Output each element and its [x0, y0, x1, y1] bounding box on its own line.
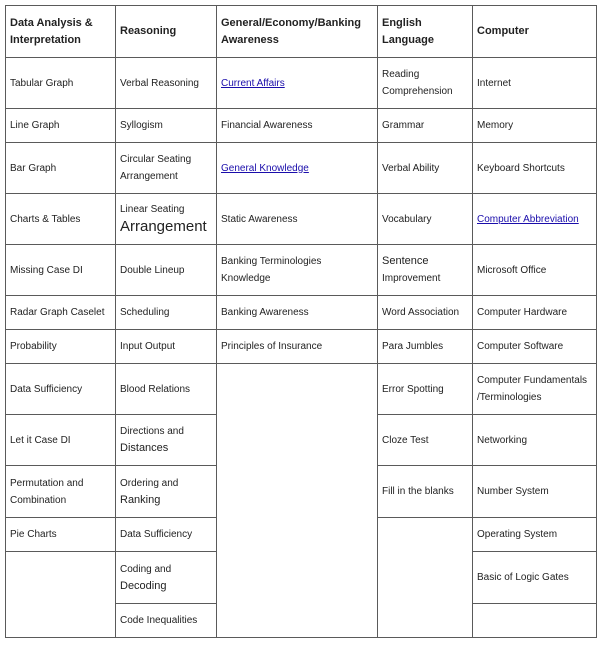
cell-text: Improvement [382, 273, 441, 284]
cell-text: Distances [120, 442, 169, 454]
table-cell: Banking Awareness [217, 296, 378, 330]
cell-text-large: Arrangement [120, 218, 207, 235]
table-cell: Charts & Tables [6, 194, 116, 245]
table-cell: Circular Seating Arrangement [116, 143, 217, 194]
table-cell: Data Sufficiency [116, 518, 217, 552]
table-cell: Scheduling [116, 296, 217, 330]
table-cell: Keyboard Shortcuts [473, 143, 597, 194]
table-cell-empty [473, 604, 597, 638]
table-cell: Verbal Reasoning [116, 58, 217, 109]
cell-text: Decoding [120, 579, 167, 592]
table-cell: Permutation and Combination [6, 466, 116, 518]
table-cell: Word Association [378, 296, 473, 330]
table-cell [378, 245, 473, 296]
table-cell: Let it Case DI [6, 415, 116, 466]
table-cell: Error Spotting [378, 364, 473, 415]
table-cell: Verbal Ability [378, 143, 473, 194]
table-row [6, 364, 597, 415]
table-cell: Static Awareness [217, 194, 378, 245]
cell-text: Sentence [382, 255, 429, 267]
table-cell-empty [6, 552, 116, 638]
table-cell: Computer Fundamentals /Terminologies [473, 364, 597, 415]
table-cell: Fill in the blanks [378, 466, 473, 518]
table-cell: Grammar [378, 109, 473, 143]
table-row [6, 194, 597, 245]
table-cell [116, 415, 217, 466]
table-cell: Reading Comprehension [378, 58, 473, 109]
table-cell: Banking Terminologies Knowledge [217, 245, 378, 296]
table-cell-empty [217, 364, 378, 638]
table-cell: Input Output [116, 330, 217, 364]
table-cell: Number System [473, 466, 597, 518]
table-cell: Data Sufficiency [6, 364, 116, 415]
header-english: English Language [378, 6, 473, 58]
table-cell: Bar Graph [6, 143, 116, 194]
table-cell [217, 58, 378, 109]
table-cell: Principles of Insurance [217, 330, 378, 364]
cell-text: Linear Seating [120, 204, 185, 215]
table-cell: Syllogism [116, 109, 217, 143]
table-row [6, 296, 597, 330]
cell-text: Directions and [120, 426, 184, 437]
table-cell-empty [378, 518, 473, 638]
table-cell: Para Jumbles [378, 330, 473, 364]
table-cell: Networking [473, 415, 597, 466]
table-cell: Pie Charts [6, 518, 116, 552]
table-cell: Operating System [473, 518, 597, 552]
computer-abbreviation-link[interactable]: Computer Abbreviation [477, 213, 579, 225]
cell-text: Ordering and [120, 477, 179, 489]
header-data-analysis: Data Analysis & Interpretation [6, 6, 116, 58]
syllabus-table [5, 5, 597, 638]
table-cell: Microsoft Office [473, 245, 597, 296]
table-cell: Blood Relations [116, 364, 217, 415]
table-cell [473, 194, 597, 245]
table-cell: Missing Case DI [6, 245, 116, 296]
table-cell: Probability [6, 330, 116, 364]
header-awareness: General/Economy/Banking Awareness [217, 6, 378, 58]
header-reasoning: Reasoning [116, 6, 217, 58]
table-cell: Computer Hardware [473, 296, 597, 330]
header-computer: Computer [473, 6, 597, 58]
table-row [6, 330, 597, 364]
table-cell: Double Lineup [116, 245, 217, 296]
table-header-row [6, 6, 597, 58]
table-cell: Radar Graph Caselet [6, 296, 116, 330]
table-cell [116, 466, 217, 518]
table-cell: Cloze Test [378, 415, 473, 466]
cell-text: Ranking [120, 493, 161, 506]
table-cell [116, 552, 217, 604]
table-cell: Computer Software [473, 330, 597, 364]
table-cell [116, 194, 217, 245]
general-knowledge-link[interactable]: General Knowledge [221, 162, 309, 174]
table-row [6, 245, 597, 296]
current-affairs-link[interactable]: Current Affairs [221, 77, 285, 89]
table-row [6, 58, 597, 109]
table-row [6, 109, 597, 143]
table-cell: Basic of Logic Gates [473, 552, 597, 604]
table-cell: Tabular Graph [6, 58, 116, 109]
table-cell: Financial Awareness [217, 109, 378, 143]
table-cell [217, 143, 378, 194]
table-cell: Internet [473, 58, 597, 109]
cell-text: Coding and [120, 563, 172, 575]
table-cell: Vocabulary [378, 194, 473, 245]
table-cell: Code Inequalities [116, 604, 217, 638]
table-row [6, 143, 597, 194]
table-cell: Line Graph [6, 109, 116, 143]
table-cell: Memory [473, 109, 597, 143]
